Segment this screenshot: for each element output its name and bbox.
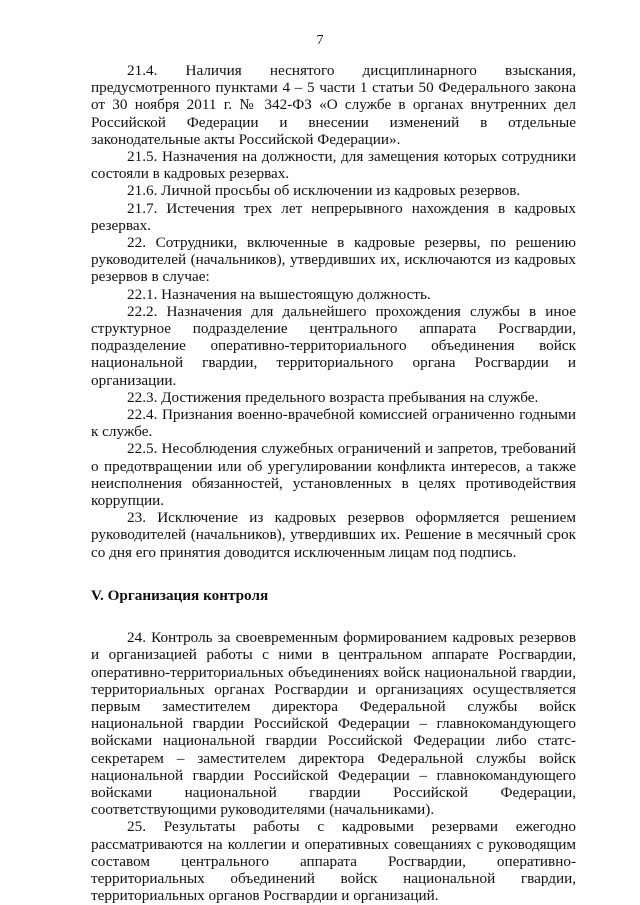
paragraph-22-3: 22.3. Достижения предельного возраста пребывания на службе. bbox=[127, 388, 539, 406]
paragraph-21-6: 21.6. Личной просьбы об исключении из кадровых резервов. bbox=[127, 182, 521, 200]
paragraph-22-2: 22.2. Назначения для дальнейшего прохождения службы в иное структурное подразделение центрального аппарата Росгвардии, подразделение оперативно-территориального объединения войск национальной гвардии, территориального органа Росгвардии и организации. bbox=[91, 302, 576, 389]
paragraph-22-5: 22.5. Несоблюдения служебных ограничений и запретов, требований о предотвращении или об урегулировании конфликта интересов, а также неисполнения обязанностей, установленных в целях противодействия коррупции. bbox=[91, 440, 576, 510]
paragraph-22-1: 22.1. Назначения на вышестоящую должность. bbox=[127, 285, 431, 303]
page-number: 7 bbox=[316, 33, 324, 48]
paragraph-24: 24. Контроль за своевременным формированием кадровых резервов и организацией работы с ними в центральном аппарате Росгвардии, оперативно-территориальных объединениях войск национальной гвардии, территориальных органах Росгвардии и организациях осуществляется первым заместителем директора Федеральной службы войск национальной гвардии Российской Федерации – главнокомандующего войсками национальной гвардии Российской Федерации либо статс-секретарем – заместителем директора Федеральной службы войск национальной гвардии Российской Федерации – главнокомандующего войсками национальной гвардии Российской Федерации, соответствующими руководителями (начальниками). bbox=[91, 629, 576, 819]
section-title: V. Организация контроля bbox=[91, 586, 269, 604]
paragraph-22: 22. Сотрудники, включенные в кадровые резервы, по решению руководителей (начальников), утвердивших их, исключаются из кадровых резервов в случае: bbox=[91, 234, 576, 286]
paragraph-25: 25. Результаты работы с кадровыми резервами ежегодно рассматриваются на коллегии и оперативных совещаниях с руководящим составом центрального аппарата Росгвардии, оперативно-территориальных объединений войск национальной гвардии, территориальных органов Росгвардии и организаций. bbox=[91, 818, 576, 905]
paragraph-21-4: 21.4. Наличия неснятого дисциплинарного взыскания, предусмотренного пунктами 4 – 5 части 1 статьи 50 Федерального закона от 30 ноября 2011 г. № 342-ФЗ «О службе в органах внутренних дел Российской Федерации и внесении изменений в отдельные законодательные акты Российской Федерации». bbox=[91, 62, 576, 148]
paragraph-21-5: 21.5. Назначения на должности, для замещения которых сотрудники состояли в кадровых резервах. bbox=[91, 148, 576, 183]
paragraph-23: 23. Исключение из кадровых резервов оформляется решением руководителей (начальников), утвердивших их. Решение в месячный срок со дня его принятия доводится исключенным лицам под подпись. bbox=[91, 509, 576, 561]
document-body bbox=[91, 62, 576, 904]
paragraph-21-7: 21.7. Истечения трех лет непрерывного нахождения в кадровых резервах. bbox=[91, 199, 576, 234]
paragraph-22-4: 22.4. Признания военно-врачебной комиссией ограниченно годными к службе. bbox=[91, 406, 576, 441]
